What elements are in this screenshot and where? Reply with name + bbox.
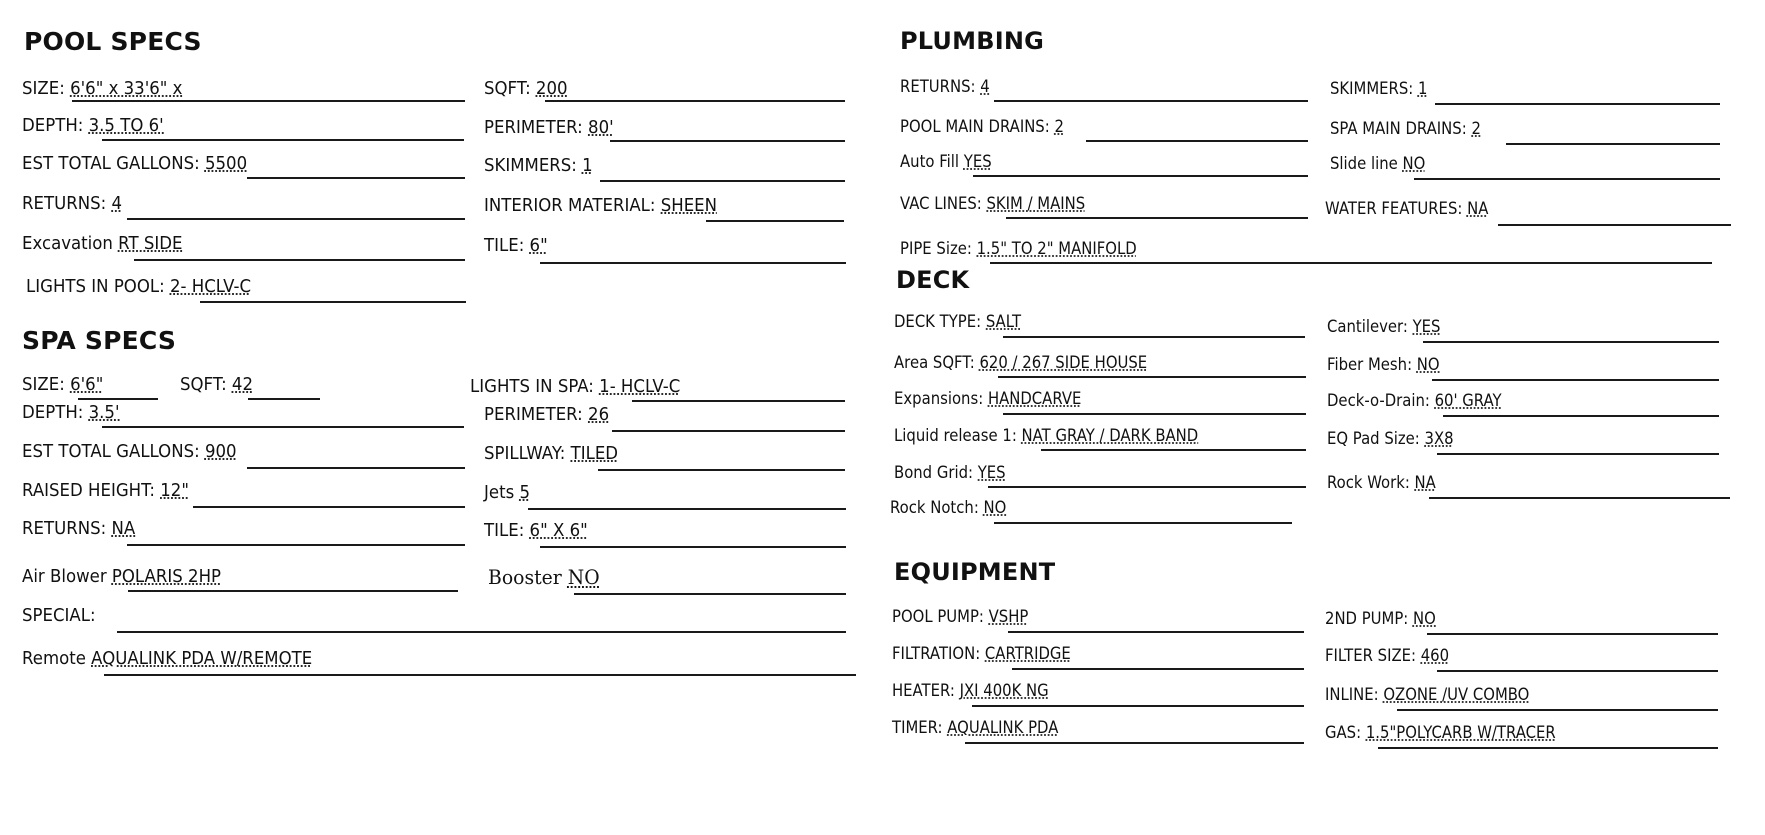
deck-bond-line: [988, 486, 1306, 488]
plumbing-skimmers-label: SKIMMERS:: [1330, 79, 1414, 98]
pool-skimmers-field: [484, 155, 593, 177]
plumbing-skimmers-field: [1330, 78, 1427, 100]
equipment-pump-field: [892, 606, 1028, 628]
deck-cantilever-label: Cantilever:: [1327, 317, 1408, 336]
deck-rock-line: [1429, 497, 1730, 499]
spa-perimeter-value: 26: [588, 404, 610, 425]
equipment-filter-size-line: [1437, 670, 1718, 672]
deck-fiber-value: NO: [1416, 355, 1440, 374]
equipment-pump2-value: NO: [1413, 609, 1436, 628]
equipment-timer-label: TIMER:: [892, 718, 943, 737]
pool-lights-label: LIGHTS IN POOL:: [26, 276, 165, 297]
plumbing-water-field: [1325, 198, 1488, 220]
equipment-filtration-label: FILTRATION:: [892, 644, 981, 663]
equipment-inline-label: INLINE:: [1325, 685, 1379, 704]
pool-perimeter-field: [484, 117, 614, 139]
equipment-title: EQUIPMENT: [894, 558, 1056, 586]
deck-liquid-value: NAT GRAY / DARK BAND: [1021, 426, 1199, 445]
spa-perimeter-line: [612, 430, 845, 432]
deck-drain-field: [1327, 390, 1502, 412]
pool-sqft-label: SQFT:: [484, 78, 531, 99]
plumbing-returns-value: 4: [980, 77, 990, 96]
spa-remote-value: AQUALINK PDA W/REMOTE: [91, 648, 313, 669]
spa-booster-line: [574, 593, 846, 595]
deck-drain-line: [1443, 415, 1719, 417]
pool-skimmers-label: SKIMMERS:: [484, 155, 577, 176]
spa-booster-value: NO: [567, 565, 600, 589]
deck-bond-label: Bond Grid:: [894, 463, 974, 482]
spa-special-field: [22, 605, 96, 627]
equipment-heater-label: HEATER:: [892, 681, 955, 700]
plumbing-vac-line: [1006, 217, 1308, 219]
plumbing-spa-drains-line: [1506, 143, 1720, 145]
spa-gallons-field: [22, 441, 237, 463]
plumbing-spa-drains-value: 2: [1471, 119, 1481, 138]
pool-perimeter-value: 80': [588, 117, 614, 138]
plumbing-skimmers-line: [1435, 103, 1720, 105]
deck-expansions-field: [894, 388, 1081, 410]
deck-bond-field: [894, 462, 1006, 484]
spa-remote-line: [104, 674, 856, 676]
spa-sqft-value: 42: [231, 374, 254, 395]
deck-eqpad-line: [1437, 453, 1719, 455]
pool-depth-field: [22, 115, 164, 137]
spa-blower-line: [128, 590, 458, 592]
spa-gallons-line: [247, 467, 465, 469]
deck-type-label: DECK TYPE:: [894, 312, 982, 331]
deck-expansions-value: HANDCARVE: [987, 389, 1082, 408]
deck-notch-line: [994, 522, 1292, 524]
spa-sqft-label: SQFT:: [180, 374, 227, 395]
plumbing-pool-drains-field: [900, 116, 1064, 138]
equipment-pump-label: POOL PUMP:: [892, 607, 984, 626]
spa-returns-line: [127, 544, 465, 546]
deck-notch-value: NO: [983, 498, 1007, 517]
equipment-timer-line: [965, 742, 1304, 744]
equipment-heater-line: [972, 705, 1304, 707]
pool-perimeter-label: PERIMETER:: [484, 117, 583, 138]
spa-size-label: SIZE:: [22, 374, 65, 395]
spa-size-line: [78, 398, 158, 400]
deck-drain-label: Deck-o-Drain:: [1327, 391, 1430, 410]
pool-interior-line: [706, 220, 844, 222]
spa-raised-label: RAISED HEIGHT:: [22, 480, 155, 501]
deck-cantilever-field: [1327, 316, 1440, 338]
plumbing-spa-drains-field: [1330, 118, 1481, 140]
spa-booster-field: [488, 566, 600, 588]
plumbing-slide-value: NO: [1402, 154, 1426, 173]
plumbing-skimmers-value: 1: [1418, 79, 1428, 98]
equipment-filtration-field: [892, 643, 1071, 665]
deck-liquid-field: [894, 425, 1198, 447]
equipment-gas-value: 1.5"POLYCARB W/TRACER: [1365, 723, 1556, 742]
pool-sqft-field: [484, 78, 568, 100]
plumbing-returns-line: [994, 100, 1308, 102]
plumbing-autofill-label: Auto Fill: [900, 152, 960, 171]
spa-spillway-line: [598, 469, 845, 471]
plumbing-vac-value: SKIM / MAINS: [986, 194, 1086, 213]
plumbing-pipe-label: PIPE Size:: [900, 239, 972, 258]
equipment-filtration-value: CARTRIDGE: [984, 644, 1071, 663]
plumbing-autofill-field: [900, 151, 992, 173]
plumbing-pool-drains-line: [1086, 140, 1308, 142]
plumbing-vac-field: [900, 193, 1085, 215]
deck-type-line: [1003, 336, 1305, 338]
plumbing-title: PLUMBING: [900, 27, 1045, 55]
pool-returns-value: 4: [111, 193, 123, 214]
plumbing-water-line: [1498, 224, 1731, 226]
spa-tile-line: [540, 546, 846, 548]
equipment-pump2-label: 2ND PUMP:: [1325, 609, 1409, 628]
equipment-inline-value: OZONE /UV COMBO: [1383, 685, 1530, 704]
equipment-filter-size-field: [1325, 645, 1449, 667]
spa-blower-value: POLARIS 2HP: [111, 566, 222, 587]
plumbing-pipe-field: [900, 238, 1137, 260]
pool-size-field: [22, 78, 182, 100]
plumbing-autofill-line: [973, 175, 1308, 177]
pool-interior-field: [484, 195, 717, 217]
spa-remote-label: Remote: [22, 648, 86, 669]
plumbing-pipe-line: [990, 262, 1712, 264]
plumbing-slide-line: [1414, 178, 1720, 180]
pool-depth-line: [102, 139, 464, 141]
spa-returns-field: [22, 518, 135, 540]
spa-jets-line: [528, 508, 846, 510]
deck-area-line: [998, 376, 1306, 378]
pool-gallons-value: 5500: [204, 153, 248, 174]
pool-lights-line: [200, 301, 466, 303]
deck-fiber-field: [1327, 354, 1440, 376]
plumbing-pipe-value: 1.5" TO 2" MANIFOLD: [976, 239, 1137, 258]
plumbing-autofill-value: YES: [963, 152, 992, 171]
equipment-pump2-field: [1325, 608, 1436, 630]
equipment-gas-field: [1325, 722, 1556, 744]
spa-special-label: SPECIAL:: [22, 605, 96, 626]
deck-area-label: Area SQFT:: [894, 353, 975, 372]
deck-fiber-label: Fiber Mesh:: [1327, 355, 1413, 374]
equipment-inline-field: [1325, 684, 1529, 706]
spa-gallons-value: 900: [204, 441, 237, 462]
equipment-gas-label: GAS:: [1325, 723, 1362, 742]
spa-lights-label: LIGHTS IN SPA:: [470, 376, 594, 397]
deck-eqpad-label: EQ Pad Size:: [1327, 429, 1420, 448]
pool-specs-title: POOL SPECS: [24, 27, 202, 56]
equipment-filter-size-value: 460: [1420, 646, 1450, 665]
deck-type-value: SALT: [985, 312, 1022, 331]
deck-type-field: [894, 311, 1021, 333]
deck-eqpad-field: [1327, 428, 1454, 450]
deck-fiber-line: [1432, 379, 1719, 381]
equipment-pump-value: VSHP: [988, 607, 1029, 626]
equipment-timer-value: AQUALINK PDA: [947, 718, 1059, 737]
plumbing-slide-field: [1330, 153, 1425, 175]
deck-title: DECK: [896, 266, 970, 294]
spa-depth-field: [22, 402, 120, 424]
pool-excavation-line: [134, 259, 465, 261]
deck-eqpad-value: 3X8: [1424, 429, 1454, 448]
pool-depth-value: 3.5 TO 6': [88, 115, 164, 136]
spa-gallons-label: EST TOTAL GALLONS:: [22, 441, 200, 462]
pool-excavation-field: [22, 233, 182, 255]
pool-skimmers-line: [600, 180, 845, 182]
plumbing-returns-label: RETURNS:: [900, 77, 976, 96]
pool-tile-label: TILE:: [484, 235, 525, 256]
spa-perimeter-field: [484, 404, 609, 426]
pool-depth-label: DEPTH:: [22, 115, 84, 136]
spa-jets-label: Jets: [484, 482, 515, 503]
deck-liquid-label: Liquid release 1:: [894, 426, 1017, 445]
spa-remote-field: [22, 648, 312, 670]
pool-tile-field: [484, 235, 548, 257]
deck-expansions-label: Expansions:: [894, 389, 984, 408]
plumbing-vac-label: VAC LINES:: [900, 194, 982, 213]
pool-lights-value: 2- HCLV-C: [169, 276, 252, 297]
spa-spillway-field: [484, 443, 618, 465]
spa-blower-field: [22, 566, 221, 588]
deck-liquid-line: [1041, 449, 1306, 451]
plumbing-returns-field: [900, 76, 990, 98]
spa-spillway-label: SPILLWAY:: [484, 443, 566, 464]
plumbing-water-value: NA: [1467, 199, 1489, 218]
plumbing-pool-drains-value: 2: [1054, 117, 1064, 136]
deck-area-field: [894, 352, 1147, 374]
equipment-heater-field: [892, 680, 1049, 702]
spa-depth-line: [102, 426, 464, 428]
pool-interior-label: INTERIOR MATERIAL:: [484, 195, 656, 216]
equipment-gas-line: [1378, 747, 1718, 749]
deck-cantilever-value: YES: [1412, 317, 1441, 336]
deck-notch-label: Rock Notch:: [890, 498, 979, 517]
pool-gallons-label: EST TOTAL GALLONS:: [22, 153, 200, 174]
pool-gallons-field: [22, 153, 247, 175]
pool-sqft-line: [545, 100, 845, 102]
equipment-filter-size-label: FILTER SIZE:: [1325, 646, 1417, 665]
spa-perimeter-label: PERIMETER:: [484, 404, 583, 425]
pool-lights-field: [26, 276, 251, 298]
equipment-pump-line: [1008, 631, 1304, 633]
spa-lights-line: [632, 400, 845, 402]
spa-booster-label: Booster: [488, 565, 562, 589]
pool-returns-label: RETURNS:: [22, 193, 107, 214]
spa-raised-field: [22, 480, 189, 502]
spa-tile-value: 6" X 6": [529, 520, 588, 541]
equipment-pump2-line: [1427, 633, 1718, 635]
spa-raised-line: [193, 506, 465, 508]
deck-rock-value: NA: [1414, 473, 1436, 492]
pool-perimeter-line: [610, 140, 845, 142]
spa-size-value: 6'6": [70, 374, 104, 395]
spa-depth-value: 3.5': [88, 402, 120, 423]
equipment-inline-line: [1397, 709, 1718, 711]
spa-jets-value: 5: [519, 482, 531, 503]
spa-returns-value: NA: [111, 518, 136, 539]
spa-raised-value: 12": [160, 480, 189, 501]
pool-excavation-label: Excavation: [22, 233, 113, 254]
deck-rock-field: [1327, 472, 1436, 494]
spa-size-field: [22, 374, 103, 396]
pool-returns-field: [22, 193, 122, 215]
pool-tile-value: 6": [529, 235, 548, 256]
spa-tile-field: [484, 520, 588, 542]
equipment-heater-value: JXI 400K NG: [959, 681, 1049, 700]
pool-gallons-line: [247, 177, 465, 179]
deck-area-value: 620 / 267 SIDE HOUSE: [979, 353, 1148, 372]
pool-tile-line: [540, 262, 846, 264]
spa-lights-value: 1- HCLV-C: [599, 376, 681, 397]
spa-spillway-value: TILED: [570, 443, 619, 464]
plumbing-pool-drains-label: POOL MAIN DRAINS:: [900, 117, 1050, 136]
spa-returns-label: RETURNS:: [22, 518, 107, 539]
equipment-filtration-line: [1012, 668, 1304, 670]
plumbing-slide-label: Slide line: [1330, 154, 1398, 173]
pool-sqft-value: 200: [535, 78, 568, 99]
pool-excavation-value: RT SIDE: [118, 233, 183, 254]
spa-depth-label: DEPTH:: [22, 402, 84, 423]
spa-lights-field: [470, 376, 680, 398]
spa-sqft-line: [248, 398, 320, 400]
deck-notch-field: [890, 497, 1006, 519]
plumbing-spa-drains-label: SPA MAIN DRAINS:: [1330, 119, 1467, 138]
spa-special-line: [117, 631, 846, 633]
pool-size-line: [72, 100, 465, 102]
spa-sqft-field: [180, 374, 253, 396]
equipment-timer-field: [892, 717, 1058, 739]
pool-size-label: SIZE:: [22, 78, 65, 99]
deck-drain-value: 60' GRAY: [1434, 391, 1502, 410]
spa-specs-title: SPA SPECS: [22, 326, 177, 355]
plumbing-water-label: WATER FEATURES:: [1325, 199, 1463, 218]
pool-returns-line: [127, 218, 465, 220]
deck-bond-value: YES: [977, 463, 1006, 482]
spa-jets-field: [484, 482, 530, 504]
deck-expansions-line: [1003, 413, 1306, 415]
pool-interior-value: SHEEN: [660, 195, 718, 216]
spa-blower-label: Air Blower: [22, 566, 107, 587]
pool-skimmers-value: 1: [582, 155, 593, 176]
spa-tile-label: TILE:: [484, 520, 525, 541]
pool-size-value: 6'6" x 33'6" x: [70, 78, 183, 99]
deck-cantilever-line: [1423, 341, 1719, 343]
deck-rock-label: Rock Work:: [1327, 473, 1410, 492]
